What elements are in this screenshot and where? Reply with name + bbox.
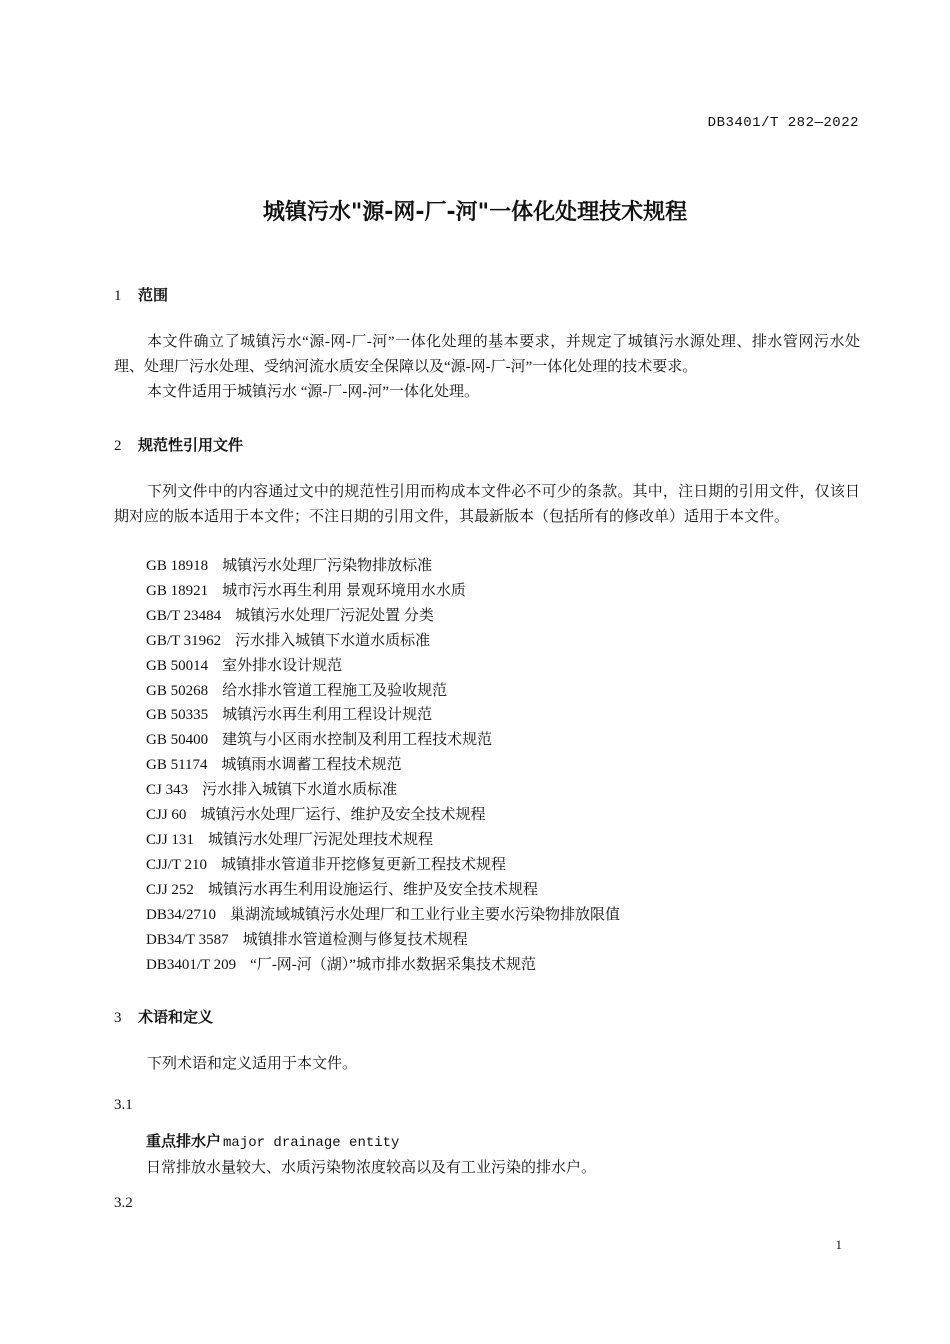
term-number: 3.2: [114, 1195, 133, 1211]
reference-code: GB 50335: [146, 707, 209, 724]
reference-code: GB 50014: [146, 657, 209, 674]
scope-paragraph-2: 本文件适用于城镇污水 “源-厂-网-河”一体化处理。: [147, 384, 480, 400]
reference-title: 巢湖流域城镇污水处理厂和工业行业主要水污染物排放限值: [230, 906, 621, 923]
section-3-heading: [114, 1006, 213, 1027]
list-item: [146, 703, 620, 728]
list-item: [146, 928, 620, 953]
reference-title: 给水排水管道工程施工及验收规范: [222, 682, 448, 699]
reference-title: 城镇污水再生利用工程设计规范: [222, 707, 433, 724]
reference-code: GB 51174: [146, 757, 208, 774]
section-title: 术语和定义: [138, 1008, 214, 1026]
list-item: [146, 903, 620, 928]
reference-title: 污水排入城镇下水道水质标准: [235, 632, 431, 649]
reference-title: 城镇污水处理厂污染物排放标准: [222, 558, 433, 574]
document-number: DB3401/T 282—2022: [707, 115, 859, 131]
scope-paragraph-1: 本文件确立了城镇污水“源-网-厂-河”一体化处理的基本要求，并规定了城镇污水源处理、排水管网污水处理、处理厂污水处理、受纳河流水质安全保障以及“源-网-厂-河”一体化处理的技术要求。: [114, 334, 860, 375]
reference-title: 城镇排水管道检测与修复技术规程: [242, 931, 468, 948]
reference-title: 城镇排水管道非开挖修复更新工程技术规程: [221, 856, 507, 873]
reference-code: DB3401/T 209: [146, 956, 237, 973]
term-chinese: 重点排水户: [146, 1132, 222, 1150]
reference-code: GB/T 23484: [146, 607, 222, 624]
reference-title: 城镇污水再生利用设施运行、维护及安全技术规程: [207, 881, 538, 898]
reference-title: 建筑与小区雨水控制及利用工程技术规范: [222, 732, 493, 749]
list-item: [146, 953, 620, 978]
page-number: 1: [835, 1237, 842, 1252]
section-number: 2: [114, 438, 122, 454]
reference-title: 城市污水再生利用 景观环境用水水质: [222, 582, 466, 599]
document-title: 城镇污水"源-网-厂-河"一体化处理技术规程: [262, 200, 688, 225]
section-1-heading: [114, 284, 168, 305]
reference-code: CJ 343: [146, 782, 189, 799]
list-item: [146, 629, 620, 654]
reference-list: [146, 554, 620, 977]
list-item: [146, 728, 620, 753]
term-english: major drainage entity: [223, 1135, 400, 1151]
list-item: [146, 554, 620, 579]
term-definition: 日常排放水量较大、水质污染物浓度较高以及有工业污染的排水户。: [146, 1160, 597, 1176]
list-item: [146, 878, 620, 903]
section-number: 3: [114, 1010, 122, 1026]
reference-code: GB 50268: [146, 682, 209, 699]
reference-code: CJJ 252: [146, 881, 194, 898]
reference-title: 城镇污水处理厂污泥处置 分类: [235, 607, 434, 624]
list-item: [146, 853, 620, 878]
reference-title: 城镇雨水调蓄工程技术规范: [221, 757, 402, 774]
list-item: [146, 753, 620, 778]
term-number: 3.1: [114, 1097, 133, 1113]
reference-code: GB 50400: [146, 732, 209, 749]
reference-title: “厂-网-河（湖）”城市排水数据采集技术规范: [250, 956, 536, 973]
section-title: 范围: [138, 286, 169, 304]
section-number: 1: [114, 288, 122, 304]
list-item: [146, 828, 620, 853]
section-title: 规范性引用文件: [138, 436, 244, 454]
reference-code: CJJ 60: [146, 807, 187, 824]
list-item: [146, 803, 620, 828]
reference-title: 污水排入城镇下水道水质标准: [202, 782, 398, 799]
references-intro: 下列文件中的内容通过文中的规范性引用而构成本文件必不可少的条款。其中，注日期的引用文件，仅该日期对应的版本适用于本文件；不注日期的引用文件，其最新版本（包括所有的修改单）适用于本文件。: [114, 484, 860, 525]
list-item: [146, 604, 620, 629]
reference-code: GB 18918: [146, 558, 209, 574]
reference-title: 城镇污水处理厂运行、维护及安全技术规程: [200, 807, 486, 824]
section-2-heading: [114, 434, 243, 455]
list-item: [146, 679, 620, 704]
reference-code: GB/T 31962: [146, 632, 222, 649]
reference-code: GB 18921: [146, 582, 209, 599]
reference-code: DB34/T 3587: [146, 931, 229, 948]
list-item: [146, 654, 620, 679]
reference-code: CJJ/T 210: [146, 856, 207, 873]
terms-intro: 下列术语和定义适用于本文件。: [147, 1056, 358, 1072]
reference-title: 城镇污水处理厂污泥处理技术规程: [207, 831, 433, 848]
term-heading: [146, 1130, 399, 1151]
list-item: [146, 778, 620, 803]
list-item: [146, 579, 620, 604]
reference-code: DB34/2710: [146, 906, 217, 923]
reference-code: CJJ 131: [146, 831, 194, 848]
reference-title: 室外排水设计规范: [222, 657, 343, 674]
